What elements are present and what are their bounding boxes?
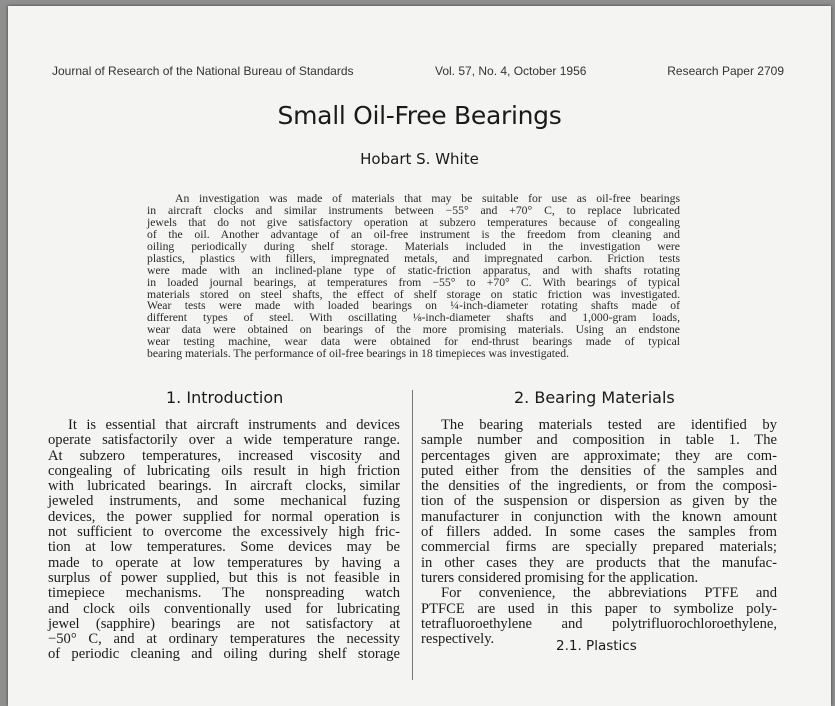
text-line: the densities of the ingredients, or from the composi- (421, 478, 777, 495)
abstract-line: bearing materials. The performance of oil-free bearings in 18 timepieces was investigated. (147, 347, 569, 361)
text-line: sample number and composition in table 1. The (421, 432, 777, 449)
abstract (147, 193, 680, 360)
text-line: and clock oils conventionally used for lubricating (48, 600, 400, 617)
abstract-line: of the oil. Another advantage of an oil-free instrument is the freedom from cleaning and (147, 227, 680, 241)
abstract-line: different types of steel. With oscillating ⅛-inch-diameter shafts and 1,000-gram loads, (147, 311, 680, 325)
section-heading-introduction: 1. Introduction (166, 388, 284, 407)
abstract-line: Wear tests were made with loaded bearings on ¼-inch-diameter rotating shafts made of (147, 299, 680, 313)
text-line: surplus of power supplied, but this is not feasible in (48, 569, 400, 586)
text-line: jeweled instruments, and some mechanical fuzing (48, 493, 400, 510)
abstract-line: oiling periodically during shelf storage. Materials included in the investigation were (147, 239, 680, 253)
paper-author: Hobart S. White (360, 150, 479, 168)
text-line: manufacturer in conjunction with the known amount (421, 508, 777, 525)
text-line: commercial firms are specially prepared materials; (421, 539, 777, 556)
abstract-line: jewels that do not give satisfactory operation at subzero temperatures because of congealing (147, 215, 680, 229)
text-line: The bearing materials tested are identified by (441, 417, 777, 433)
paper-number: Research Paper 2709 (667, 64, 784, 78)
text-line: tetrafluoroethylene and polytrifluorochloroethylene, (421, 615, 777, 632)
abstract-line: materials stored on steel shafts, the effect of shelf storage on static friction was investigated. (147, 287, 680, 301)
abstract-line: wear data were obtained on bearings of the more promising materials. Using an endstone (147, 323, 680, 337)
text-line: not sufficient to overcome the excessively high fric- (48, 524, 400, 541)
introduction-text (48, 418, 400, 663)
text-line: with lubricated bearings. In aircraft clocks, similar (48, 478, 400, 495)
abstract-line: in loaded journal bearings, at temperatures from −55° to +70° C. With bearings of typical (147, 275, 680, 289)
text-line: tion of the suspension or dispersion as given by the (421, 493, 777, 510)
text-line: percentages given are approximate; they are com- (421, 447, 777, 464)
text-line: At subzero temperatures, increased viscosity and (48, 447, 400, 464)
abstract-line: An investigation was made of materials that may be suitable for use as oil-free bearings (175, 192, 680, 205)
text-line: −50° C, and at ordinary temperatures the necessity (48, 631, 400, 648)
text-line: respectively. (421, 631, 495, 648)
abstract-line: were made with an inclined-plane type of static-friction apparatus, and with shafts rotating (147, 263, 680, 277)
bearing-materials-text (421, 418, 777, 647)
abstract-line: plastics, plastics with fillers, impregnated metals, and impregnated carbon. Friction tests (147, 251, 680, 265)
text-line: PTFCE are used in this paper to symbolize poly- (421, 600, 777, 617)
text-line: jewel (sapphire) bearings are not satisfactory at (48, 615, 400, 632)
paper-title: Small Oil-Free Bearings (277, 101, 562, 130)
text-line: congealing of lubricating oils result in high friction (48, 462, 400, 479)
text-line: timepiece mechanisms. The nonspreading watch (48, 585, 400, 602)
text-line: devices, the power supplied for normal operation is (48, 508, 400, 525)
journal-name: Journal of Research of the National Bureau of Standards (52, 64, 354, 78)
text-line: of fillers added. In some cases the samples from (421, 524, 777, 541)
text-line: It is essential that aircraft instruments and devices (68, 417, 400, 433)
text-line: in other cases they are products that the manufac- (421, 554, 777, 571)
text-line: For convenience, the abbreviations PTFE and (441, 585, 777, 602)
text-line: tion at low temperatures. Some devices may be (48, 539, 400, 556)
text-line: turers considered promising for the application. (421, 569, 699, 586)
abstract-line: in aircraft clocks and similar instruments between −55° and +70° C, to replace lubricated (147, 203, 680, 217)
volume-info: Vol. 57, No. 4, October 1956 (435, 64, 587, 78)
text-line: operate satisfactorily over a wide temperature range. (48, 432, 400, 449)
document-page (8, 6, 831, 706)
text-line: puted either from the densities of the samples and (421, 462, 777, 479)
abstract-line: wear testing machine, wear data were obtained for end-thrust bearings made of typical (147, 335, 680, 349)
text-line: made to operate at low temperatures by having a (48, 554, 400, 571)
column-divider (412, 390, 413, 680)
section-heading-bearing-materials: 2. Bearing Materials (514, 388, 675, 407)
text-line: of periodic cleaning and oiling during shelf storage (48, 646, 400, 663)
subsection-heading-plastics: 2.1. Plastics (556, 638, 637, 654)
